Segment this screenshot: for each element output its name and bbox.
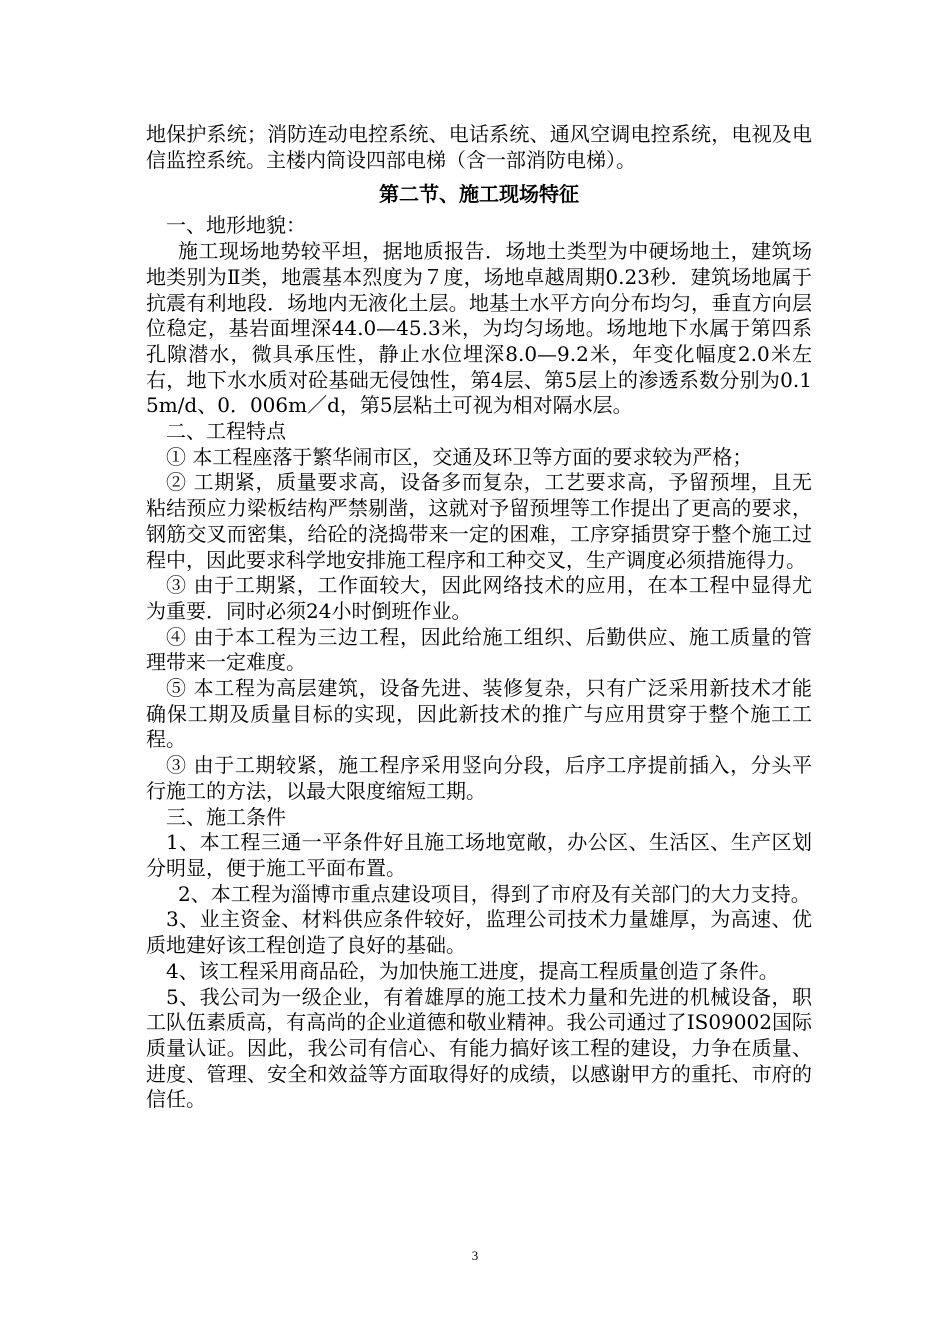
condition-item: 5、我公司为一级企业，有着雄厚的施工技术力量和先进的机械设备，职工队伍素质高，有高尚的企业道德和敬业精神。我公司通过了IS09002国际质量认证。因此，我公司有信心、有能力搞好该工程的建设，力争在质量、进度、管理、安全和效益等方面取得好的成绩，以感谢甲方的重托、市府的信任。 xyxy=(146,984,812,1112)
section-title: 第二节、施工现场特征 xyxy=(379,182,579,207)
intro-paragraph: 地保护系统；消防连动电控系统、电话系统、通风空调电控系统，电视及电信监控系统。主楼内筒设四部电梯（含一部消防电梯）。 xyxy=(146,122,812,172)
feature-item: ② 工期紧，质量要求高，设备多而复杂，工艺要求高，予留预埋，且无粘结预应力梁板结构严禁剔凿，这就对予留预埋等工作提出了更高的要求，钢筋交叉而密集，给砼的浇捣带来一定的困难，工序穿插贯穿于整个施工过程中，因此要求科学地安排施工程序和工种交叉，生产调度必须措施得力。 xyxy=(146,470,812,572)
feature-item: ④ 由于本工程为三边工程，因此给施工组织、后勤供应、施工质量的管理带来一定难度。 xyxy=(146,624,812,675)
subsection-title-terrain: 一、地形地貌： xyxy=(166,213,306,238)
feature-item: ⑤ 本工程为高层建筑，设备先进、装修复杂，只有广泛采用新技术才能确保工期及质量目标的实现，因此新技术的推广与应用贯穿于整个施工工程。 xyxy=(146,676,812,752)
condition-item: 4、该工程采用商品砼，为加快施工进度，提高工程质量创造了条件。 xyxy=(166,958,779,983)
condition-item: 3、业主资金、材料供应条件较好，监理公司技术力量雄厚，为高速、优质地建好该工程创造了良好的基础。 xyxy=(146,907,812,958)
subsection-title-features: 二、工程特点 xyxy=(166,419,286,444)
terrain-paragraph: 施工现场地势较平坦，据地质报告．场地土类型为中硬场地土，建筑场地类别为Ⅱ类，地震基本烈度为７度，场地卓越周期0.23秒．建筑场地属于抗震有利地段．场地内无液化土层。地基土水平方向分布均匀，垂直方向层位稳定，基岩面埋深44.0—45.3米，为均匀场地。场地地下水属于第四系孔隙潜水，微具承压性，静止水位埋深8.0—9.2米，年变化幅度2.0米左右，地下水水质对砼基础无侵蚀性，第4层、第5层上的渗透系数分别为0.15m/d、0．006m／d，第5层粘土可视为相对隔水层。 xyxy=(146,239,812,418)
feature-item: ③ 由于工期紧，工作面较大，因此网络技术的应用，在本工程中显得尤为重要．同时必须24小时倒班作业。 xyxy=(146,573,812,623)
feature-item: ① 本工程座落于繁华闹市区，交通及环卫等方面的要求较为严格； xyxy=(166,444,753,469)
document-page xyxy=(146,122,812,1113)
subsection-title-conditions: 三、施工条件 xyxy=(166,804,286,829)
feature-item: ③ 由于工期较紧，施工程序采用竖向分段，后序工序提前插入，分头平行施工的方法，以最大限度缩短工期。 xyxy=(146,753,812,803)
page-number: 3 xyxy=(471,1248,479,1263)
condition-item: 1、本工程三通一平条件好且施工场地宽敞，办公区、生活区、生产区划分明显，便于施工平面布置。 xyxy=(146,830,812,880)
condition-item: 2、本工程为淄博市重点建设项目，得到了市府及有关部门的大力支持。 xyxy=(178,881,811,906)
